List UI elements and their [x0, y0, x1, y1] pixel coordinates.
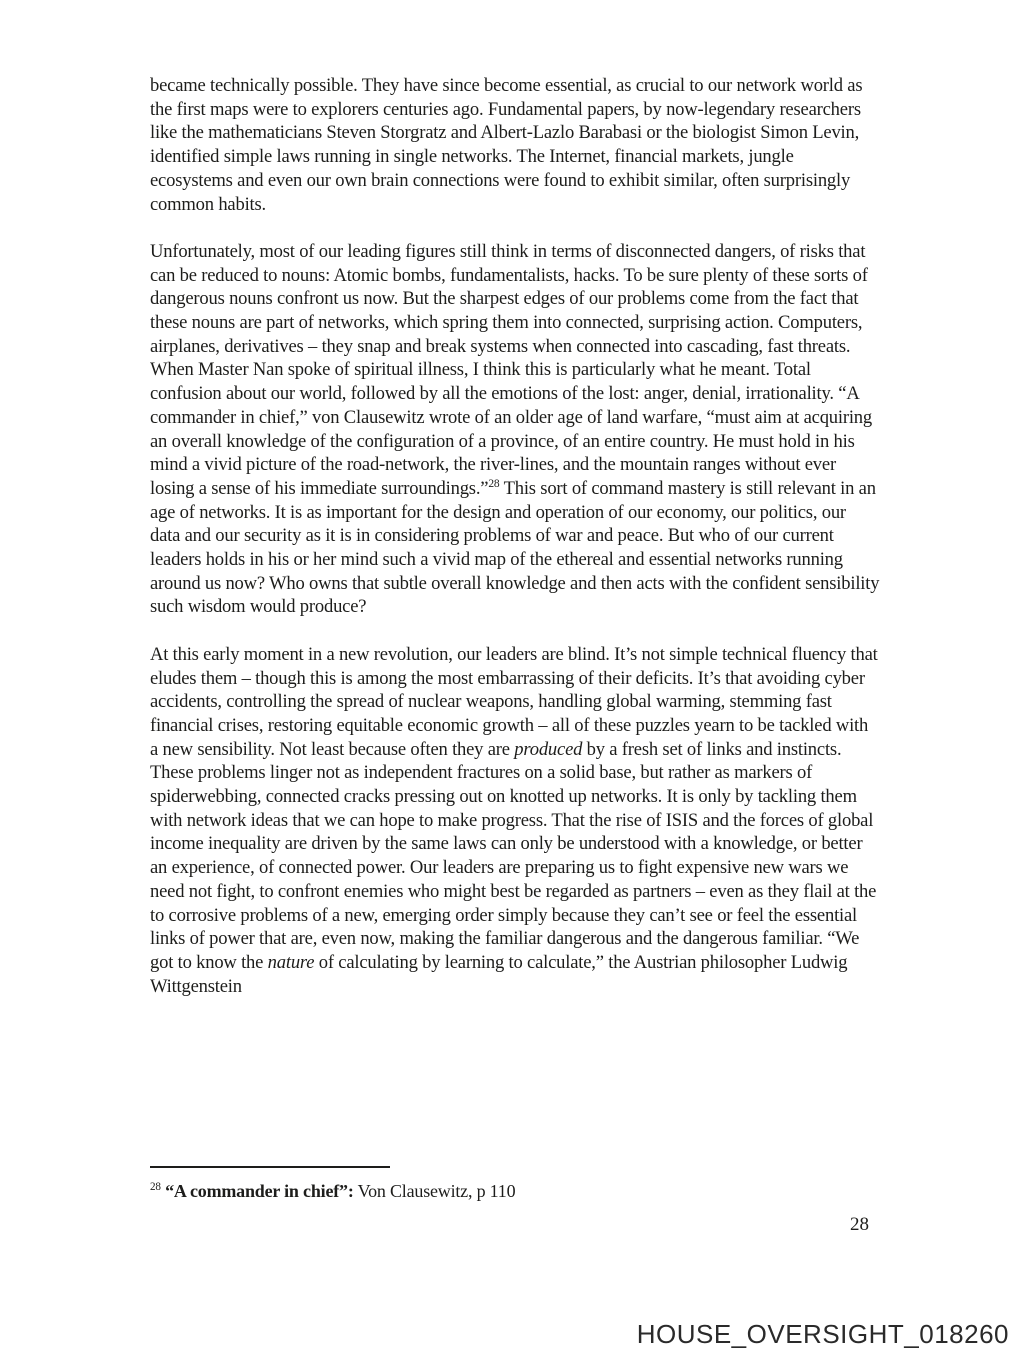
paragraph — [150, 74, 880, 216]
italic-text-run: nature — [267, 951, 315, 973]
paragraph — [150, 643, 880, 999]
footnote-divider — [150, 1166, 390, 1168]
body-text — [150, 74, 880, 998]
text-run: by a fresh set of links and instincts. These problems linger not as independent fractures on a solid base, but rather as markers of spiderwebbing, connected cracks pressing out on knotted up networks. It is only by tackling them with network ideas that we can hope to make progress. That the rise of ISIS and the forces of global income inequality are driven by the same laws can only be understood with a knowledge, or better an experience, of connected power. Our leaders are preparing us to fight expensive new wars we need not fight, to confront enemies who might best be regarded as partners – even as they flail at the to corrosive problems of a new, emerging order simply because they can’t see or feel the essential links of power that are, even now, making the familiar dangerous and the dangerous familiar. “We got to know the — [150, 738, 877, 973]
paragraph — [150, 240, 880, 619]
sup-text-run: 28 — [150, 1181, 161, 1193]
sup-text-run: 28 — [488, 477, 500, 490]
bold-text-run: “A commander in chief”: — [165, 1181, 354, 1201]
text-run: of calculating by learning to calculate,” the Austrian philosopher Ludwig Wittgenstein — [150, 951, 848, 997]
text-run: At this early moment in a new revolution, our leaders are blind. It’s not simple technical fluency that eludes them – though this is among the most embarrassing of their deficits. It’s that avoiding cyber accidents, controlling the spread of nuclear weapons, handling global warming, stemming fast financial crises, restoring equitable economic growth – all of these puzzles yearn to be tackled with a new sensibility. Not least because often they are — [150, 643, 878, 760]
text-run: Von Clausewitz, p 110 — [353, 1181, 516, 1201]
italic-text-run: produced — [514, 738, 583, 760]
bates-stamp: HOUSE_OVERSIGHT_018260 — [636, 1319, 1009, 1349]
text-run: Unfortunately, most of our leading figures still think in terms of disconnected dangers, of risks that can be reduced to nouns: Atomic bombs, fundamentalists, hacks. To be sure plenty of these sorts of dangerous nouns confront us now. But the sharpest edges of our problems come from the fact that these nouns are part of networks, which spring them into connected, surprising action. Computers, airplanes, derivatives – they snap and break systems when connected into cascading, fast threats. When Master Nan spoke of spiritual illness, I think this is particularly what he meant. Total confusion about our world, followed by all the emotions of the lost: anger, denial, irrationality. “A commander in chief,” von Clausewitz wrote of an older age of land warfare, “must aim at acquiring an overall knowledge of the configuration of a province, of an entire country. He must hold in his mind a vivid picture of the road-network, the river-lines, and the mountain ranges without ever losing a sense of his immediate surroundings.” — [150, 240, 872, 499]
text-run: became technically possible. They have since become essential, as crucial to our network world as the first maps were to explorers centuries ago. Fundamental papers, by now-legendary researchers like the mathematicians Steven Storgratz and Albert-Lazlo Barabasi or the biologist Simon Levin, identified simple laws running in single networks. The Internet, financial markets, jungle ecosystems and even our own brain connections were found to exhibit similar, often surprisingly common habits. — [150, 75, 863, 215]
text-run: This sort of command mastery is still relevant in an age of networks. It is as important for the design and operation of our economy, our politics, our data and our security as it is in considering problems of war and peace. But who of our current leaders holds in his or her mind such a vivid map of the ethereal and essential networks running around us now? Who owns that subtle overall knowledge and then acts with the confident sensibility such wisdom would produce? — [150, 477, 880, 618]
page-number: 28 — [850, 1214, 869, 1235]
footnote — [150, 1180, 790, 1203]
